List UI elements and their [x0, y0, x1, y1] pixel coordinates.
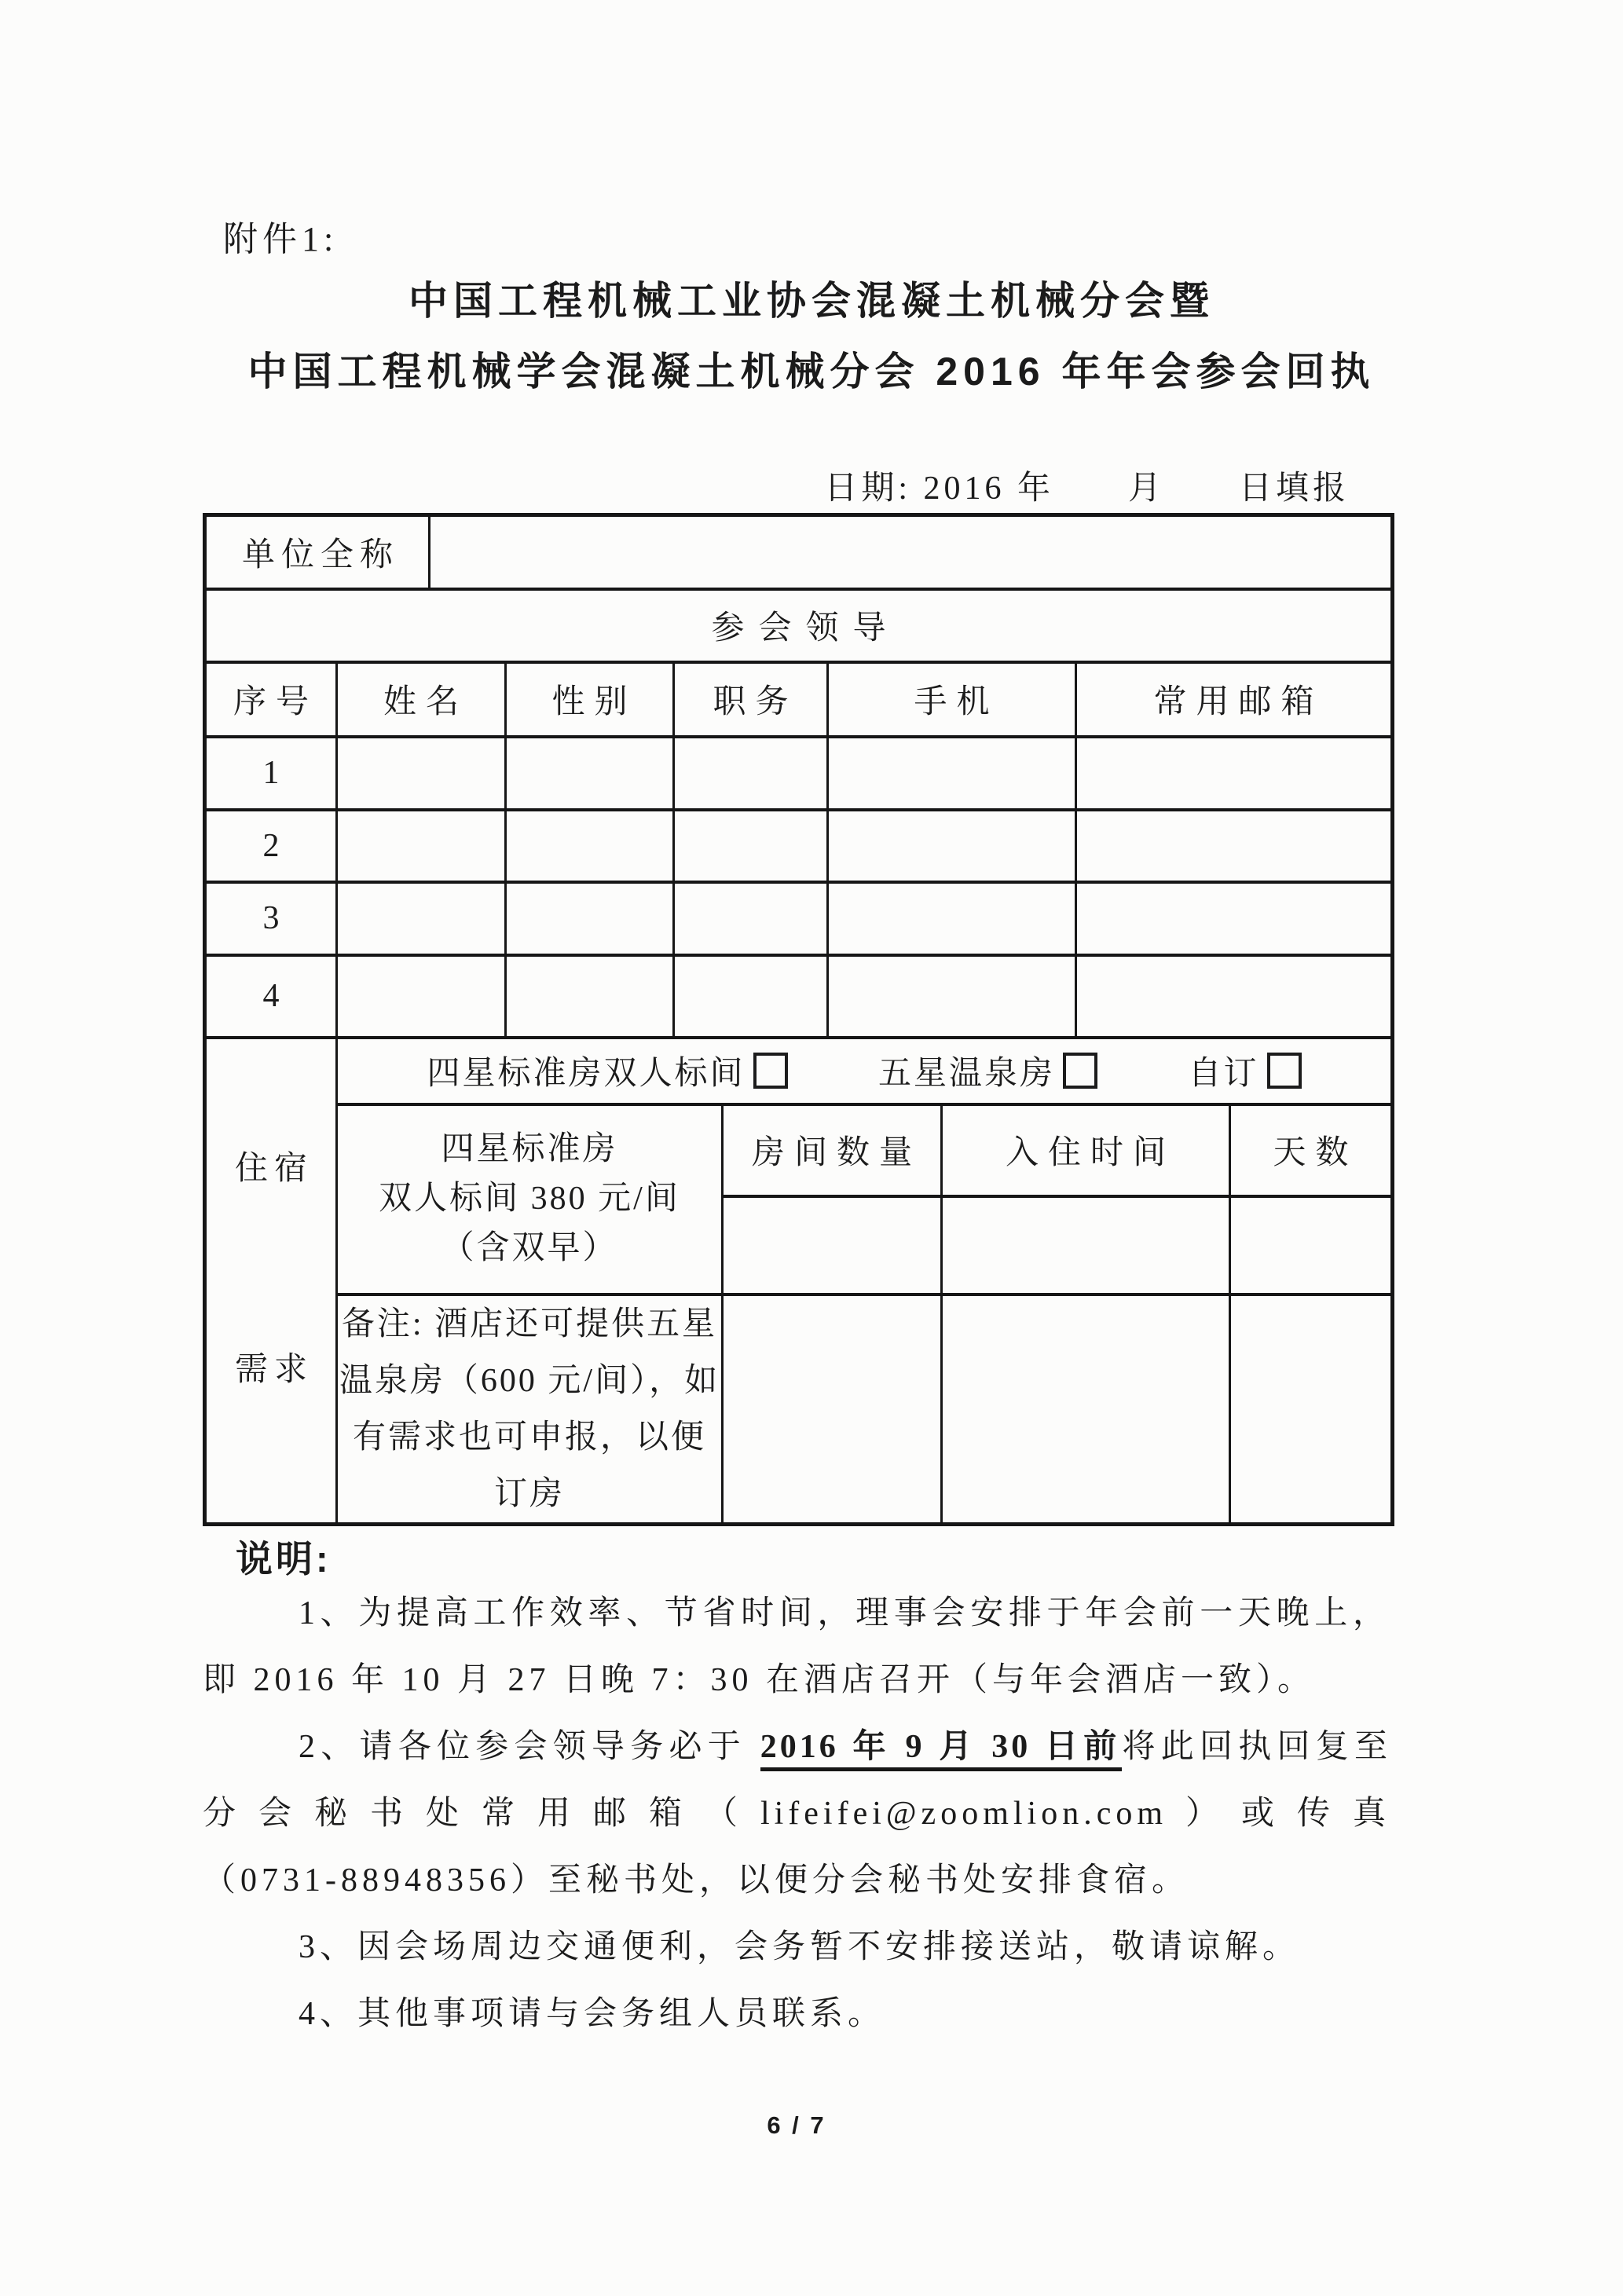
name-field[interactable] — [337, 737, 506, 810]
room-options-cell — [337, 1038, 1393, 1104]
column-header-name: 姓名 — [337, 662, 506, 737]
leader-row-4 — [205, 955, 1393, 1038]
mobile-field[interactable] — [828, 810, 1076, 882]
column-header-position: 职务 — [674, 662, 828, 737]
position-field[interactable] — [674, 882, 828, 955]
note-2-suffix: 将此回执回复至 — [1122, 1729, 1390, 1765]
gender-field[interactable] — [506, 882, 674, 955]
gender-field[interactable] — [506, 810, 674, 882]
column-header-email: 常用邮箱 — [1076, 662, 1393, 737]
gender-field[interactable] — [506, 955, 674, 1038]
remark-cell: 备注: 酒店还可提供五星温泉房（600 元/间），如有需求也可申报，以便订房 — [337, 1294, 723, 1525]
option-four-star-standard-label: 四星标准房双人标间 — [427, 1056, 746, 1092]
room-type-description — [337, 1104, 723, 1294]
days-field[interactable] — [1230, 1196, 1393, 1294]
leaders-section-title: 参会领导 — [205, 589, 1393, 662]
note-2-prefix: 2、请各位参会领导务必于 — [299, 1729, 760, 1765]
position-field[interactable] — [674, 955, 828, 1038]
page-number: 6 / 7 — [767, 2111, 826, 2139]
column-header-mobile: 手机 — [828, 662, 1076, 737]
mobile-field[interactable] — [828, 737, 1076, 810]
room-options-row — [205, 1038, 1393, 1104]
leader-row-2 — [205, 810, 1393, 882]
five-star-checkbox[interactable] — [1063, 1053, 1097, 1089]
subcolumn-header-room-count: 房间数量 — [723, 1104, 942, 1196]
room-count-extra-field[interactable] — [723, 1294, 942, 1525]
self-booking-checkbox[interactable] — [1267, 1053, 1302, 1089]
email-field[interactable] — [1076, 737, 1393, 810]
note-4: 4、其他事项请与会务组人员联系。 — [299, 1996, 886, 2032]
notes-section — [203, 1580, 1390, 2048]
subcolumn-header-days: 天数 — [1230, 1104, 1393, 1196]
mobile-field[interactable] — [828, 882, 1076, 955]
accommodation-label — [205, 1038, 337, 1525]
note-2-deadline: 2016 年 9 月 30 日前 — [760, 1729, 1123, 1771]
notes-heading: 说明: — [236, 1538, 332, 1580]
accommodation-label-line2: 需求 — [234, 1352, 313, 1388]
checkin-time-extra-field[interactable] — [942, 1294, 1230, 1525]
room-desc-line3: （含双早） — [441, 1230, 618, 1266]
name-field[interactable] — [337, 955, 506, 1038]
attachment-label: 附件1: — [223, 220, 339, 258]
option-five-star-spring-label: 五星温泉房 — [878, 1056, 1056, 1092]
note-3: 3、因会场周边交通便利，会务暂不安排接送站，敬请谅解。 — [299, 1929, 1301, 1965]
unit-name-label: 单位全称 — [205, 515, 430, 589]
fill-date-line: 日期: 2016 年 月 日填报 — [824, 471, 1350, 507]
note-1-line-2: 即 2016 年 10 月 27 日晚 7：30 在酒店召开（与年会酒店一致）。 — [203, 1662, 1316, 1698]
option-self-booking-label: 自订 — [1188, 1056, 1259, 1092]
note-2-line-2: 分会秘书处常用邮箱（lifeifei@zoomlion.com）或传真 — [203, 1796, 1390, 1832]
registration-table — [203, 513, 1394, 1526]
days-extra-field[interactable] — [1230, 1294, 1393, 1525]
leaders-header-row — [205, 662, 1393, 737]
room-subheader-row — [205, 1104, 1393, 1196]
document-title-line2: 中国工程机械学会混凝土机械分会 2016 年年会参会回执 — [247, 350, 1376, 394]
note-2-line-3: （0731-88948356）至秘书处，以便分会秘书处安排食宿。 — [203, 1862, 1189, 1899]
document-title-line1: 中国工程机械工业协会混凝土机械分会暨 — [408, 279, 1215, 323]
row-index: 2 — [205, 810, 337, 882]
email-field[interactable] — [1076, 955, 1393, 1038]
option-self-booking — [1189, 1056, 1302, 1092]
room-count-field[interactable] — [723, 1196, 942, 1294]
note-2-line-1 — [203, 1714, 1390, 1781]
mobile-field[interactable] — [828, 955, 1076, 1038]
option-four-star-standard — [427, 1056, 787, 1092]
name-field[interactable] — [337, 810, 506, 882]
unit-name-field[interactable] — [430, 515, 1393, 589]
remark-row — [205, 1294, 1393, 1525]
column-header-gender: 性别 — [506, 662, 674, 737]
email-field[interactable] — [1076, 882, 1393, 955]
accommodation-label-line1: 住宿 — [234, 1151, 313, 1187]
gender-field[interactable] — [506, 737, 674, 810]
checkin-time-field[interactable] — [942, 1196, 1230, 1294]
name-field[interactable] — [337, 882, 506, 955]
subcolumn-header-checkin-time: 入住时间 — [942, 1104, 1230, 1196]
option-five-star-spring — [878, 1056, 1097, 1092]
leader-row-1 — [205, 737, 1393, 810]
position-field[interactable] — [674, 810, 828, 882]
row-index: 3 — [205, 882, 337, 955]
leaders-section-row — [205, 589, 1393, 662]
room-desc-line2: 双人标间 380 元/间 — [379, 1181, 680, 1217]
document-title — [0, 265, 1623, 407]
note-1-line-1: 1、为提高工作效率、节省时间，理事会安排于年会前一天晚上， — [299, 1595, 1390, 1631]
column-header-index: 序号 — [205, 662, 337, 737]
row-index: 1 — [205, 737, 337, 810]
row-index: 4 — [205, 955, 337, 1038]
email-field[interactable] — [1076, 810, 1393, 882]
unit-name-row — [205, 515, 1393, 589]
position-field[interactable] — [674, 737, 828, 810]
leader-row-3 — [205, 882, 1393, 955]
four-star-checkbox[interactable] — [753, 1053, 788, 1089]
room-desc-line1: 四星标准房 — [441, 1131, 618, 1167]
